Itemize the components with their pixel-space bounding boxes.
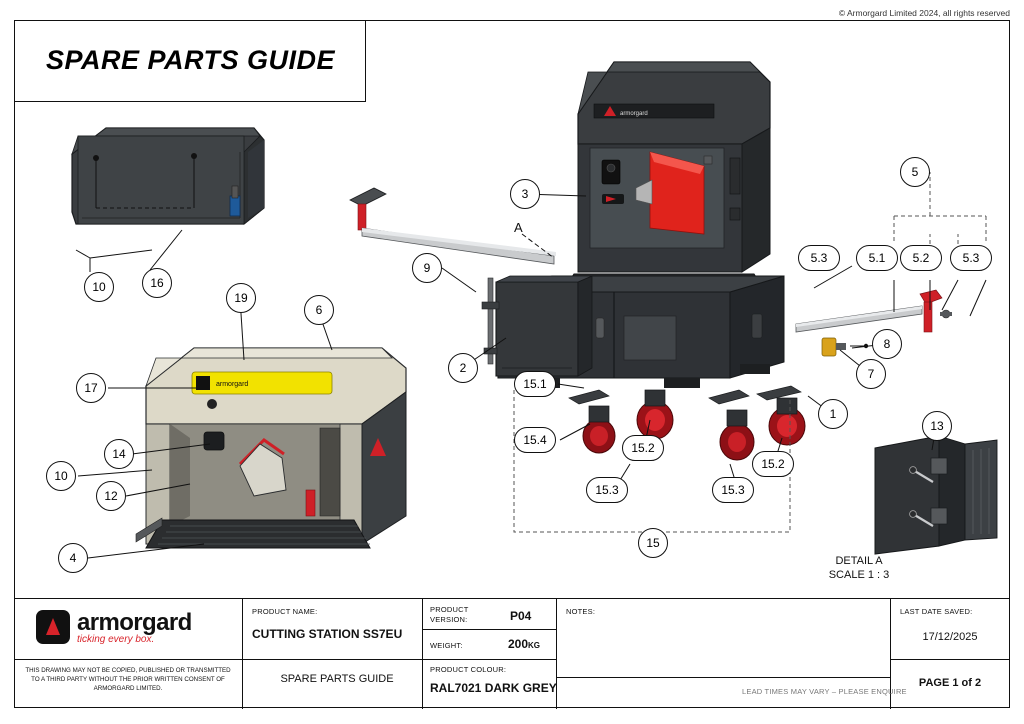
callout-3[interactable]: 3 [510,179,540,209]
callout-19[interactable]: 19 [226,283,256,313]
page-title: SPARE PARTS GUIDE [46,45,336,75]
callout-9[interactable]: 9 [412,253,442,283]
callout-16[interactable]: 16 [142,268,172,298]
svg-text:armorgard: armorgard [620,111,648,117]
callout-15[interactable]: 15 [638,528,668,558]
lead-times-note: LEAD TIMES MAY VARY – PLEASE ENQUIRE [742,687,907,696]
callout-4[interactable]: 4 [58,543,88,573]
product-version-label: PRODUCT VERSION: [430,605,469,624]
product-colour-label: PRODUCT COLOUR: [430,665,507,674]
product-name-value: CUTTING STATION SS7EU [252,627,403,641]
detail-a-title: DETAIL A [835,555,883,567]
callout-7[interactable]: 7 [856,359,886,389]
callout-14[interactable]: 14 [104,439,134,469]
callout-10[interactable]: 10 [46,461,76,491]
callout-5-3-right[interactable]: 5.3 [950,245,992,271]
brand-tagline: ticking every box. [77,634,155,645]
callout-5-1[interactable]: 5.1 [856,245,898,271]
callout-6[interactable]: 6 [304,295,334,325]
page-number: PAGE 1 of 2 [918,677,982,689]
weight-value: 200KG [508,637,541,651]
callout-5-2[interactable]: 5.2 [900,245,942,271]
drawing-area [14,20,1010,598]
last-saved-label: LAST DATE SAVED: [900,607,973,616]
callout-15-4[interactable]: 15.4 [514,427,556,453]
callout-1[interactable]: 1 [818,399,848,429]
callout-11[interactable]: 10 [84,272,114,302]
notes-label: NOTES: [566,607,596,616]
weight-unit: KG [528,641,541,650]
brand-name: armorgard [77,609,192,636]
product-colour-value: RAL7021 DARK GREY [430,681,557,695]
callout-2[interactable]: 2 [448,353,478,383]
callout-12[interactable]: 12 [96,481,126,511]
detail-a-scale: SCALE 1 : 3 [828,568,890,581]
title-block [14,598,1010,708]
svg-text:armorgard: armorgard [216,381,249,388]
product-version-value: P04 [510,609,532,623]
armorgard-logo [36,609,192,645]
callout-15-3-b[interactable]: 15.3 [712,477,754,503]
callout-15-2-a[interactable]: 15.2 [622,435,664,461]
guide-label: SPARE PARTS GUIDE [280,673,394,685]
callout-8[interactable]: 8 [872,329,902,359]
callout-15-2-b[interactable]: 15.2 [752,451,794,477]
callout-15-3-a[interactable]: 15.3 [586,477,628,503]
callout-5[interactable]: 5 [900,157,930,187]
leader-lines [14,20,1010,598]
callout-13[interactable]: 13 [922,411,952,441]
product-name-label: PRODUCT NAME: [252,607,318,616]
detail-a-caption [774,555,944,583]
callout-5-3-left[interactable]: 5.3 [798,245,840,271]
legal-text: THIS DRAWING MAY NOT BE COPIED, PUBLISHED OR TRANSMITTED TO A THIRD PARTY WITHOUT THE PRIOR WRITTEN CONSENT OF ARMORGARD LIMITED. [25,667,231,692]
armorgard-logo-icon [36,610,70,644]
weight-label: WEIGHT: [430,641,463,650]
last-saved-value: 17/12/2025 [922,631,978,643]
section-a-label: A [514,220,523,235]
callout-17[interactable]: 17 [76,373,106,403]
callout-15-1[interactable]: 15.1 [514,371,556,397]
copyright-notice: © Armorgard Limited 2024, all rights reserved [838,8,1010,18]
